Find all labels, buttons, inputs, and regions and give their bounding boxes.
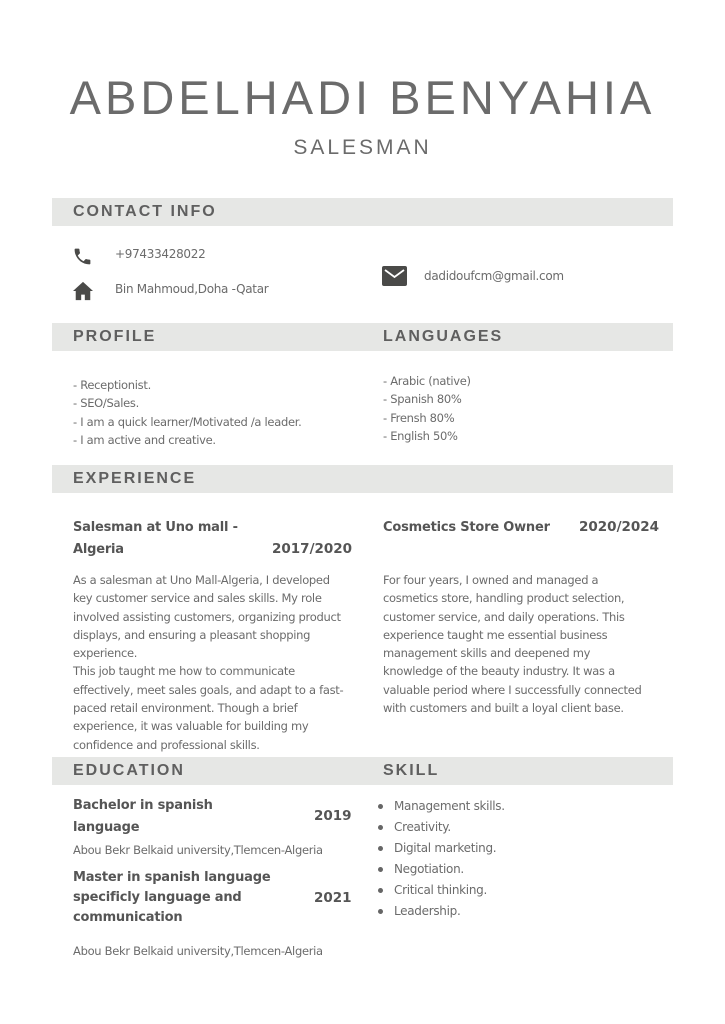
description-line: cosmetics store, handling product selection, — [383, 591, 625, 606]
skill-heading: SKILL — [383, 762, 440, 779]
description-line: effectively, meet sales goals, and adapt to a fast- — [73, 682, 344, 697]
description-line: valuable period where I successfully connected — [383, 682, 642, 697]
skill-item: Creativity. — [376, 817, 666, 838]
description-line: As a salesman at Uno Mall-Algeria, I developed — [73, 573, 330, 587]
description-line: management skills and deepened my — [383, 646, 591, 661]
skills-list — [376, 796, 666, 922]
language-line: - Spanish 80% — [383, 392, 462, 407]
education-skill-band — [52, 757, 673, 785]
email-icon — [382, 266, 407, 286]
skill-item: Management skills. — [376, 796, 666, 817]
description-line: This job taught me how to communicate — [73, 664, 295, 679]
school-name: Abou Bekr Belkaid university,Tlemcen-Algeria — [73, 843, 323, 857]
profile-heading: PROFILE — [73, 328, 157, 345]
degree-line: specificly language and — [73, 890, 242, 905]
job-title-line: Salesman at Uno mall - — [73, 520, 238, 535]
job-description — [383, 571, 673, 717]
skill-item: Negotiation. — [376, 859, 666, 880]
description-line: For four years, I owned and managed a — [383, 573, 599, 587]
language-line: - English 50% — [383, 428, 458, 443]
profile-list — [73, 376, 363, 449]
description-line: knowledge of the beauty industry. It was a — [383, 664, 615, 679]
profile-line: - I am active and creative. — [73, 432, 216, 447]
description-line: experience. — [73, 646, 138, 661]
description-line: involved assisting customers, organizing product — [73, 609, 341, 624]
profile-languages-band — [52, 323, 673, 351]
contact-info-heading: CONTACT INFO — [73, 203, 217, 220]
email-address: dadidoufcm@gmail.com — [424, 269, 564, 283]
resume-name: ABDELHADI BENYAHIA — [69, 71, 656, 124]
description-line: key customer service and sales skills. My role — [73, 591, 322, 606]
skill-item: Leadership. — [376, 901, 666, 922]
description-line: experience, it was valuable for building my — [73, 719, 309, 734]
phone-icon — [72, 246, 93, 267]
description-line: confidence and professional skills. — [73, 737, 260, 752]
profile-line: - SEO/Sales. — [73, 396, 139, 411]
language-line: - Frensh 80% — [383, 410, 455, 425]
home-icon — [72, 281, 94, 301]
education-heading: EDUCATION — [73, 762, 185, 779]
description-line: displays, and ensuring a pleasant shopping — [73, 627, 311, 642]
description-line: with customers and built a loyal client base. — [383, 701, 624, 716]
job-description — [73, 571, 363, 754]
description-line: customer service, and daily operations. This — [383, 609, 625, 624]
description-line: paced retail environment. Though a brief — [73, 701, 298, 716]
description-line: experience taught me essential business — [383, 627, 608, 642]
profile-line: - I am a quick learner/Motivated /a leader. — [73, 414, 302, 429]
experience-band — [52, 465, 673, 493]
phone-number: +97433428022 — [115, 247, 206, 261]
skill-item: Digital marketing. — [376, 838, 666, 859]
degree-line: communication — [73, 910, 183, 925]
degree-line: language — [73, 820, 140, 835]
degree-line: Master in spanish language — [73, 870, 271, 885]
job-years: 2020/2024 — [579, 519, 660, 535]
profile-line: - Receptionist. — [73, 378, 151, 392]
education-year: 2019 — [314, 808, 352, 824]
school-name: Abou Bekr Belkaid university,Tlemcen-Algeria — [73, 944, 323, 958]
degree-line: Bachelor in spanish — [73, 798, 213, 813]
languages-list — [383, 372, 673, 445]
experience-heading: EXPERIENCE — [73, 470, 197, 487]
education-entry — [73, 868, 313, 928]
skill-item: Critical thinking. — [376, 880, 666, 901]
job-title: SALESMAN — [293, 136, 432, 159]
education-entry — [73, 795, 303, 839]
job-years: 2017/2020 — [272, 541, 353, 557]
job-title-line: Cosmetics Store Owner — [383, 520, 550, 535]
education-year: 2021 — [314, 890, 352, 906]
languages-heading: LANGUAGES — [383, 328, 504, 345]
language-line: - Arabic (native) — [383, 374, 471, 388]
job-title-line: Algeria — [73, 542, 124, 557]
contact-info-band — [52, 198, 673, 226]
address: Bin Mahmoud,Doha -Qatar — [115, 282, 269, 296]
